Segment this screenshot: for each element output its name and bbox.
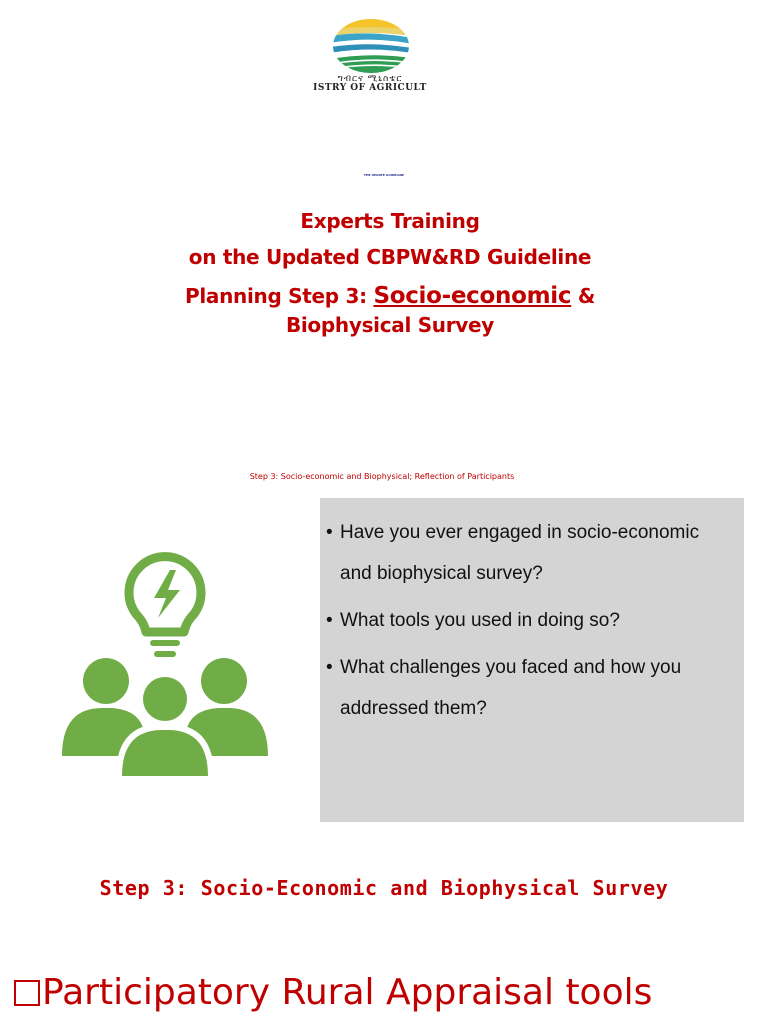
title-underlined-word: Socio-economic	[373, 283, 572, 309]
title-line-1: Experts Training	[300, 209, 480, 233]
logo-text: ISTRY OF AGRICULT	[313, 83, 427, 93]
question-text: What challenges you faced and how you addressed them?	[340, 657, 682, 719]
questions-list	[320, 498, 744, 729]
logo-script-text: ግብርና ሚኒስቴር	[337, 74, 403, 84]
bullet-icon: •	[326, 522, 333, 543]
question-item	[326, 512, 734, 594]
pra-heading	[14, 972, 652, 1013]
pra-heading-text: Participatory Rural Appraisal tools	[42, 972, 653, 1013]
question-text: Have you ever engaged in socio-economic and biophysical survey?	[340, 522, 700, 584]
title-line-3	[120, 282, 660, 340]
question-text: What tools you used in doing so?	[340, 610, 620, 631]
step-subtitle-small: Step 3: Socio-economic and Biophysical; Reflection of Participants	[249, 472, 515, 481]
step-heading: Step 3: Socio-Economic and Biophysical Survey	[99, 876, 669, 900]
title-line-2: on the Updated CBPW&RD Guideline	[188, 245, 592, 269]
bullet-icon: •	[326, 610, 333, 631]
lightbulb-people-icon	[58, 552, 272, 778]
tiny-caption: THE UPDATE GUIDELINE	[363, 173, 405, 177]
title-line-3-prefix: Planning Step 3:	[185, 284, 374, 308]
bullet-icon: •	[326, 657, 333, 678]
question-item	[326, 647, 734, 729]
checkbox-bullet-icon	[14, 980, 40, 1006]
question-item	[326, 600, 734, 641]
questions-box	[320, 498, 744, 822]
title-line-3-suffix: & Biophysical Survey	[285, 284, 595, 337]
